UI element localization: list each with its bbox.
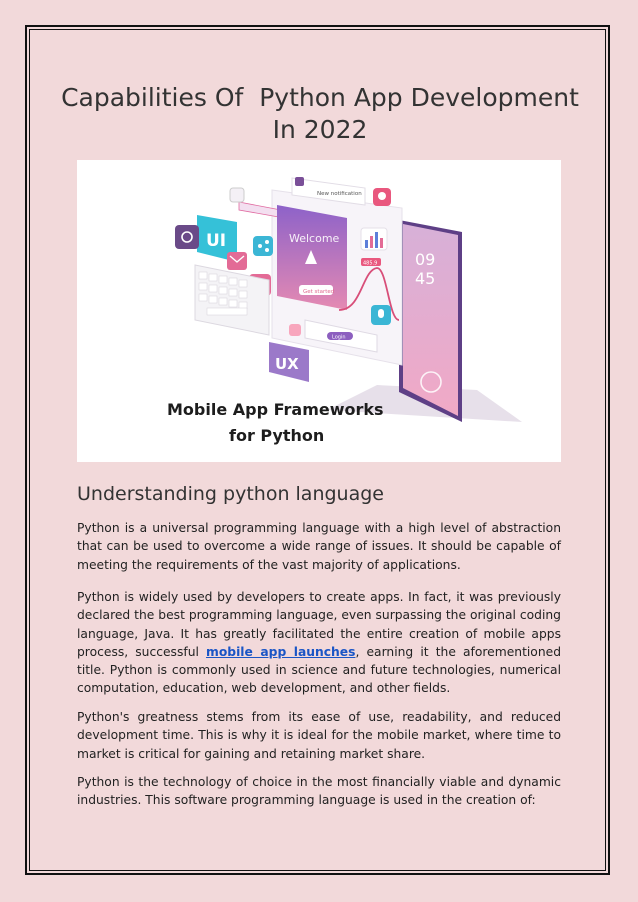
smartphone-icon — [399, 220, 462, 422]
welcome-label: Welcome — [289, 232, 340, 245]
app-frameworks-graphic — [77, 160, 561, 462]
heart-icon — [289, 324, 301, 336]
hero-caption-line-2: for Python — [229, 426, 325, 445]
title-line-1: Capabilities Of Python App Development — [61, 83, 579, 112]
hero-illustration — [77, 160, 561, 462]
price-badge-label: 485.9 — [363, 260, 378, 267]
paragraph-2-start: Python is widely used by developers to create apps. In fact, it was previously declared the best programming language, even surpassing the original coding language, Java. It has greatly facilitated the entire creation of mobile apps process, successful — [77, 590, 561, 659]
settings-gear-icon — [175, 225, 199, 249]
paragraph-4: Python is the technology of choice in the most financially viable and dynamic industries. This software programming language is used in the creation of: — [77, 775, 561, 808]
clock-minutes: 45 — [415, 269, 436, 288]
paragraph-2-end: , earning it the aforementioned title. Python is commonly used in science and future technologies, numerical computation, education, web development, and other fields. — [77, 644, 561, 696]
section-heading: Understanding python language — [77, 483, 384, 505]
clock-hours: 09 — [415, 250, 436, 269]
mail-icon — [227, 252, 247, 270]
bell-icon — [295, 177, 304, 186]
title-line-2: In 2022 — [272, 115, 368, 144]
ux-tile — [269, 342, 309, 382]
page-title — [60, 82, 580, 146]
hero-caption-line-1: Mobile App Frameworks — [167, 400, 384, 419]
share-icon — [253, 236, 273, 256]
mobile-app-launches-link[interactable]: mobile app launches — [206, 644, 356, 659]
camera-icon — [230, 188, 244, 202]
notification-text: New notification — [317, 191, 362, 197]
paragraph-1: Python is a universal programming language with a high level of abstraction that can be used to overcome a wide range of issues. It should be capable of meeting the requirements of the vast majority of applications. — [77, 521, 561, 572]
welcome-card — [277, 205, 347, 310]
login-label: Login — [332, 334, 346, 341]
paragraph-2 — [77, 588, 561, 698]
ux-label: UX — [275, 355, 299, 373]
paragraph-3: Python's greatness stems from its ease of use, readability, and reduced development time. This is why it is ideal for the mobile market, where time to market is critical for gaining and retaining market share. — [77, 710, 561, 761]
get-started-label: Get started — [303, 289, 335, 295]
ui-label: UI — [206, 231, 227, 251]
